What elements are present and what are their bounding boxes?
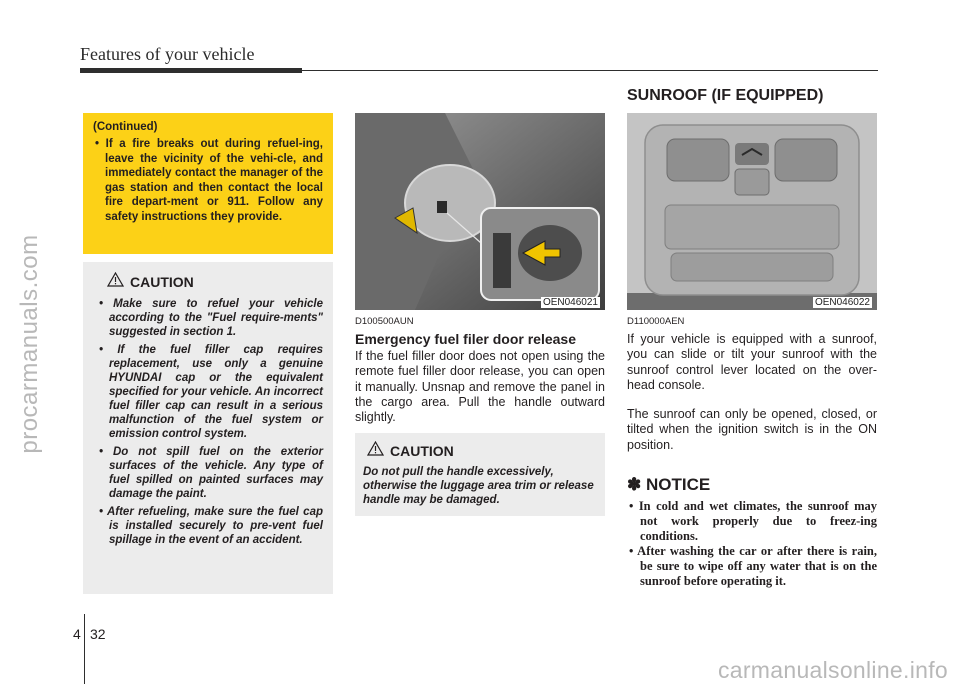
sunroof-photo	[627, 113, 877, 310]
caution-text: Do not pull the handle excessively, otherwise the luggage area trim or release handle may be damaged.	[363, 466, 594, 506]
footer-rule	[84, 614, 85, 684]
image-code: OEN046022	[814, 297, 870, 308]
caution-item: • Make sure to refuel your vehicle according to the "Fuel require-ments" suggested in section 1.	[99, 298, 323, 338]
bottom-watermark: carmanualsonline.info	[717, 657, 948, 683]
section-body: If the fuel filler door does not open using the remote fuel filler door release, you can open it manually. Unsnap and remove the panel in the cargo area. Pull the handle outward slightly.	[355, 349, 605, 425]
sunroof-paragraph-2: The sunroof can only be opened, closed, or tilted when the ignition switch is in the ON position.	[627, 407, 877, 452]
caution-item: • Do not spill fuel on the exterior surfaces of the vehicle. Any type of fuel spilled on painted surfaces may damage the paint.	[99, 446, 323, 500]
caution-item: • If the fuel filler cap requires replacement, use only a genuine HYUNDAI cap or the equivalent specified for your vehicle. An incorrect fuel filler cap can result in a serious malfunction of the fuel system or emission control system.	[99, 344, 323, 440]
section-code: D100500AUN	[355, 316, 414, 327]
continued-title: (Continued)	[93, 121, 158, 133]
header-thin-rule	[302, 70, 878, 71]
fuel-release-section	[355, 316, 605, 425]
notice-list	[627, 499, 877, 589]
header-thick-rule	[80, 68, 302, 73]
fuel-release-photo	[355, 113, 605, 310]
caution-header	[107, 272, 323, 292]
notice-item: • In cold and wet climates, the sunroof may not work properly due to freez-ing conditions.	[629, 499, 877, 543]
warning-triangle-icon	[107, 272, 124, 292]
warning-triangle-icon	[367, 441, 384, 461]
caution-title: CAUTION	[390, 443, 454, 459]
continued-item: • If a fire breaks out during refuel-ing, leave the vicinity of the vehi-cle, and immediately contact the manager of the gas station and then contact the local fire depart-ment or 911. Follow any safety instructions they provide.	[95, 138, 323, 223]
side-watermark: procarmanuals.com	[16, 234, 43, 454]
notice-item: • After washing the car or after there is rain, be sure to wipe off any water that is on the sunroof before operating it.	[629, 544, 877, 588]
page-number: 32	[90, 626, 106, 642]
caution-title: CAUTION	[130, 274, 194, 290]
sunroof-section	[627, 316, 877, 453]
chapter-number: 4	[73, 626, 81, 642]
image-code: OEN046021	[542, 297, 598, 308]
continued-warning-box	[83, 113, 333, 254]
section-heading: Emergency fuel filer door release	[355, 331, 576, 347]
caution-box-fuel	[83, 262, 333, 594]
caution-box-handle	[355, 433, 605, 516]
overhead-console-illustration	[627, 113, 877, 310]
page-header-title: Features of your vehicle	[80, 44, 255, 64]
caution-header	[367, 441, 597, 461]
sunroof-paragraph-1: If your vehicle is equipped with a sunroof, you can slide or tilt your sunroof with the sunroof control lever located on the over-head console.	[627, 332, 877, 392]
cargo-panel-illustration	[355, 113, 605, 310]
section-code: D110000AEN	[627, 316, 685, 327]
sunroof-section-title: SUNROOF (IF EQUIPPED)	[627, 87, 824, 104]
caution-item: • After refueling, make sure the fuel cap is installed securely to pre-vent fuel spillage in the event of an accident.	[99, 506, 323, 546]
notice-title: ✽ NOTICE	[627, 475, 711, 494]
